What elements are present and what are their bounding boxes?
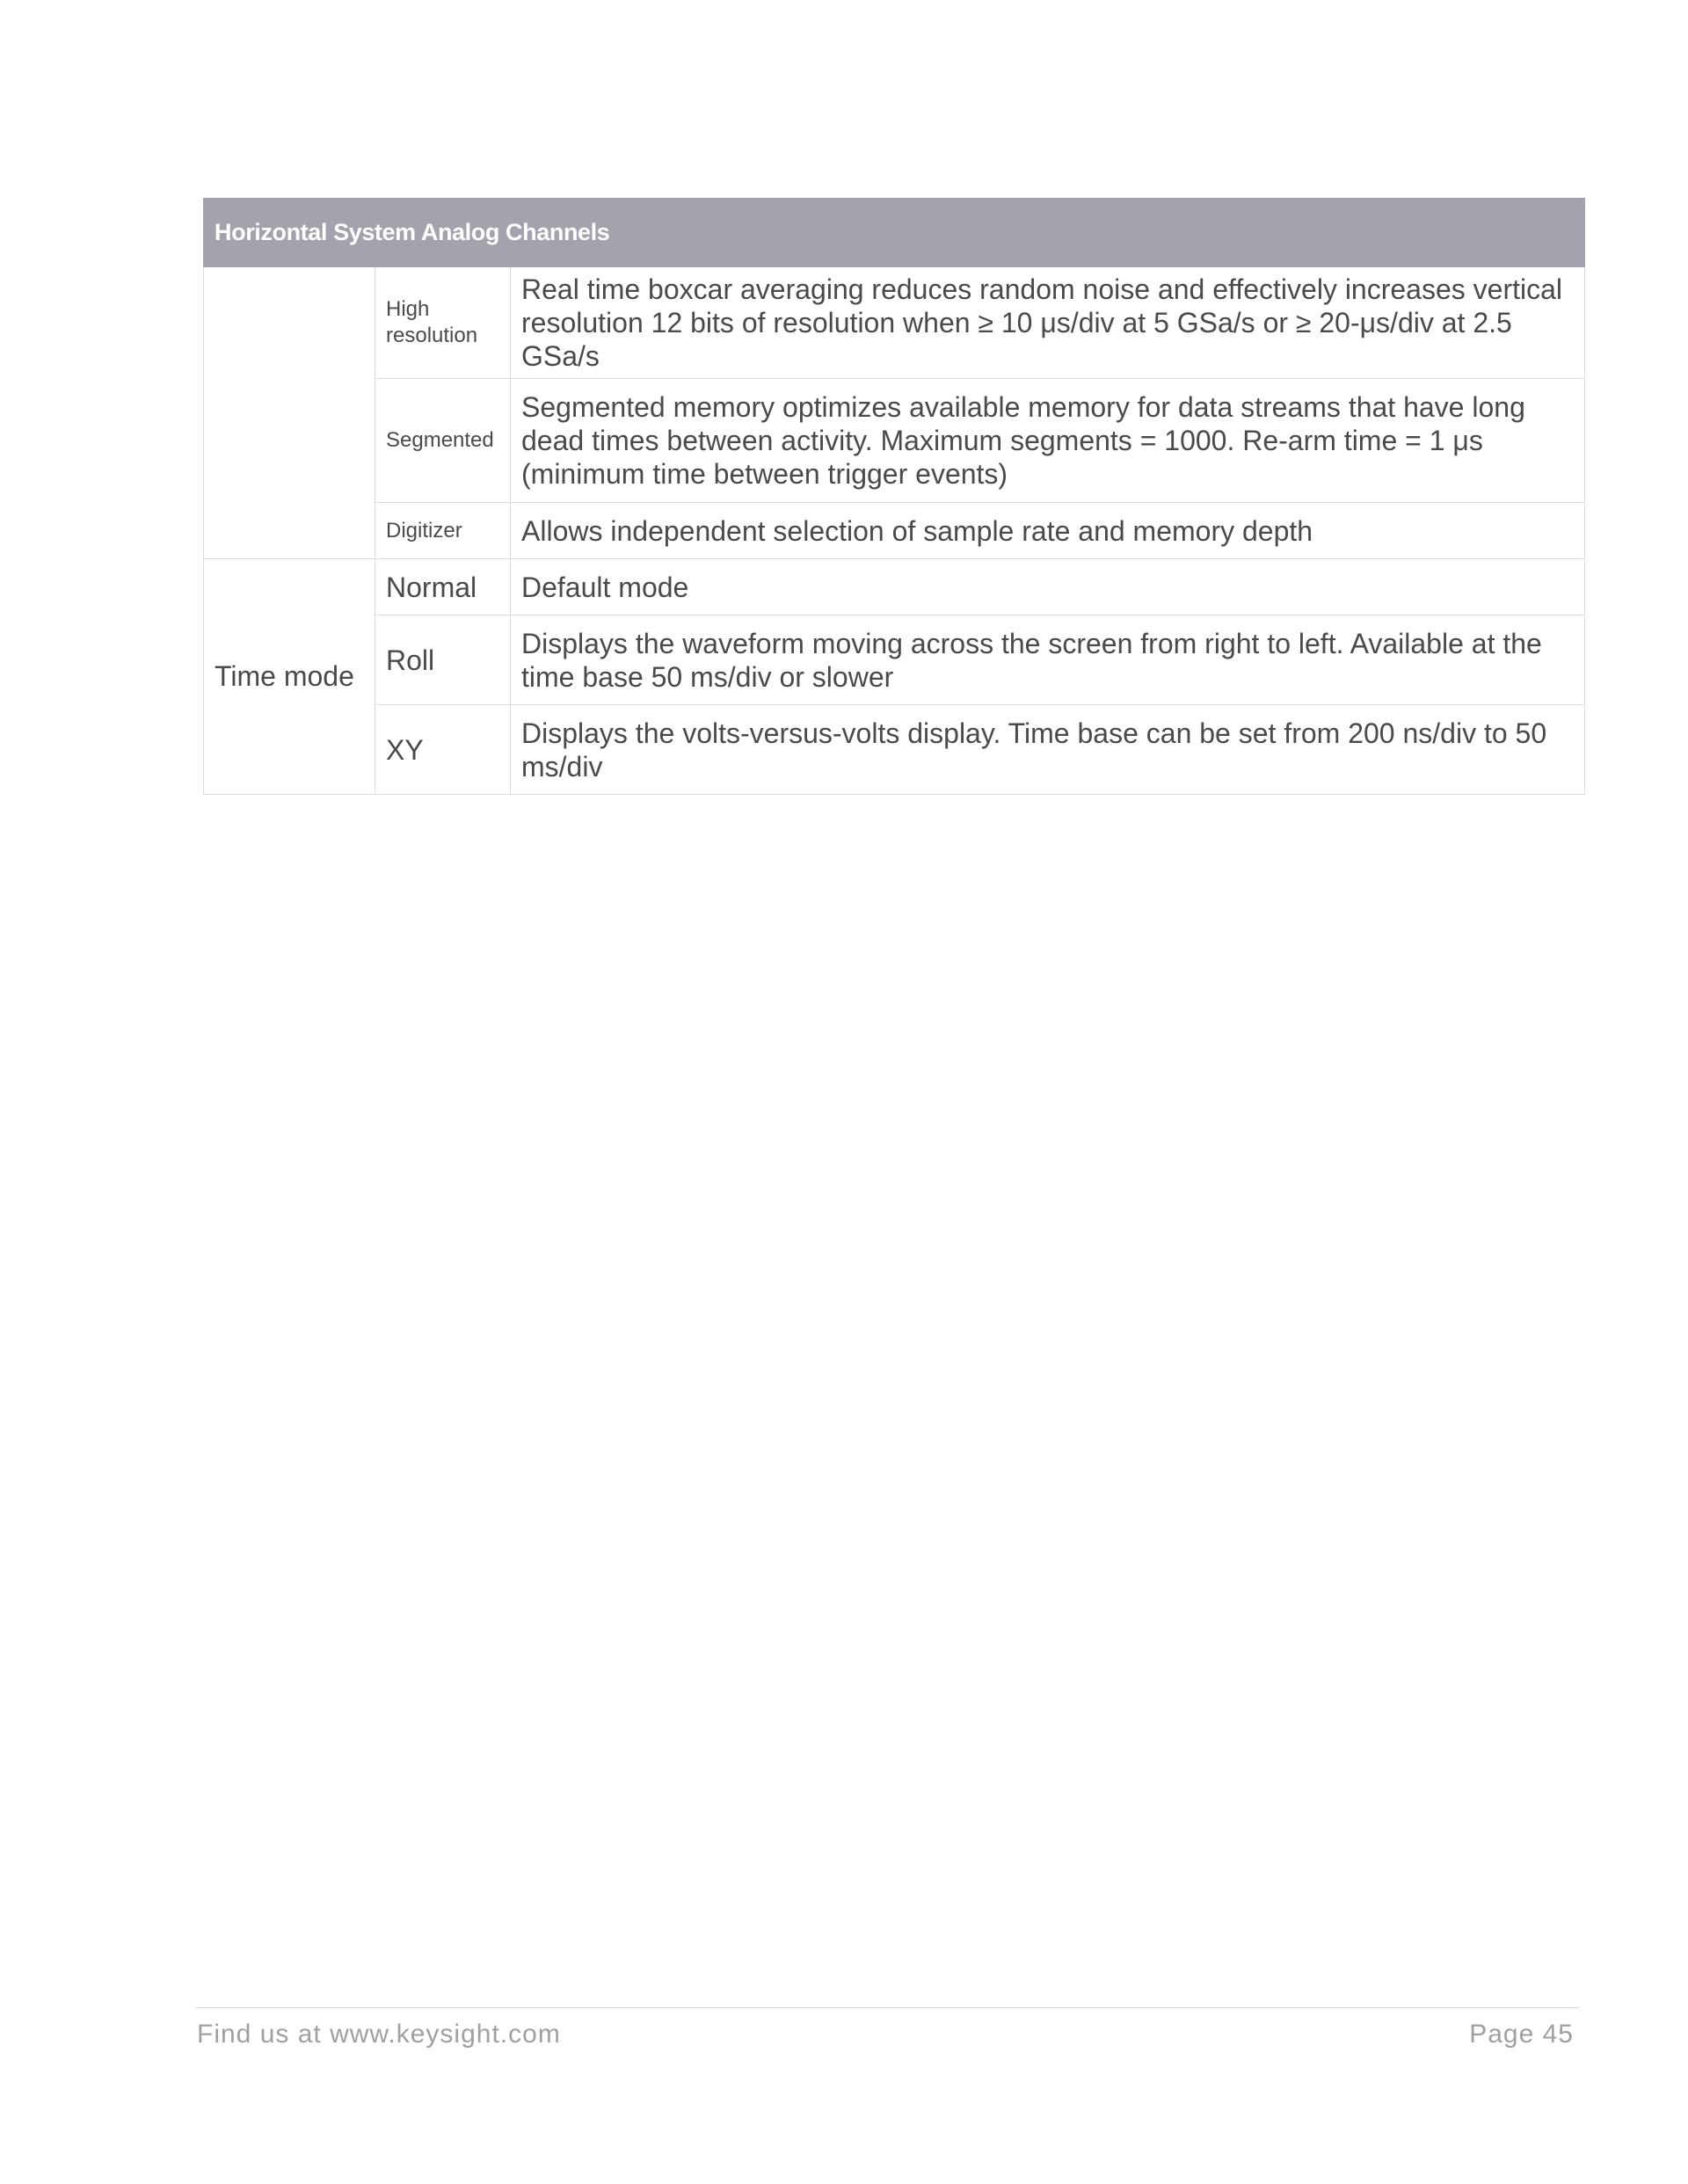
table-header: Horizontal System Analog Channels	[204, 199, 1585, 267]
table-row	[204, 503, 1585, 559]
mode-cell-xy: XY	[375, 705, 511, 795]
spec-table	[203, 198, 1585, 795]
category-cell-time-mode: Time mode	[204, 559, 375, 795]
mode-cell-segmented: Segmented	[375, 379, 511, 503]
mode-label: High resolution	[386, 297, 478, 347]
category-cell-acquisition	[204, 267, 375, 559]
table-row	[204, 267, 1585, 379]
description-cell: Segmented memory optimizes available memory for data streams that have long dead times between activity. Maximum segments = 1000. Re-arm time = 1 μs (minimum time between trigger events)	[511, 379, 1585, 503]
mode-cell-normal: Normal	[375, 559, 511, 615]
table-row	[204, 705, 1585, 795]
description-cell: Default mode	[511, 559, 1585, 615]
footer-divider	[196, 2007, 1580, 2008]
footer-page-number: Page 45	[1469, 2020, 1574, 2049]
description-cell: Real time boxcar averaging reduces random noise and effectively increases vertical resolution 12 bits of resolution when ≥ 10 μs/div at 5 GSa/s or ≥ 20-μs/div at 2.5 GSa/s	[511, 267, 1585, 379]
footer-website: Find us at www.keysight.com	[197, 2020, 561, 2049]
description-cell: Displays the waveform moving across the screen from right to left. Available at the time base 50 ms/div or slower	[511, 615, 1585, 705]
table-row	[204, 615, 1585, 705]
mode-cell-digitizer: Digitizer	[375, 503, 511, 559]
table-header-row	[204, 199, 1585, 267]
description-cell: Displays the volts-versus-volts display. Time base can be set from 200 ns/div to 50 ms/div	[511, 705, 1585, 795]
table-row	[204, 559, 1585, 615]
mode-cell-high-resolution	[375, 267, 511, 379]
table-row	[204, 379, 1585, 503]
mode-cell-roll: Roll	[375, 615, 511, 705]
description-cell: Allows independent selection of sample rate and memory depth	[511, 503, 1585, 559]
